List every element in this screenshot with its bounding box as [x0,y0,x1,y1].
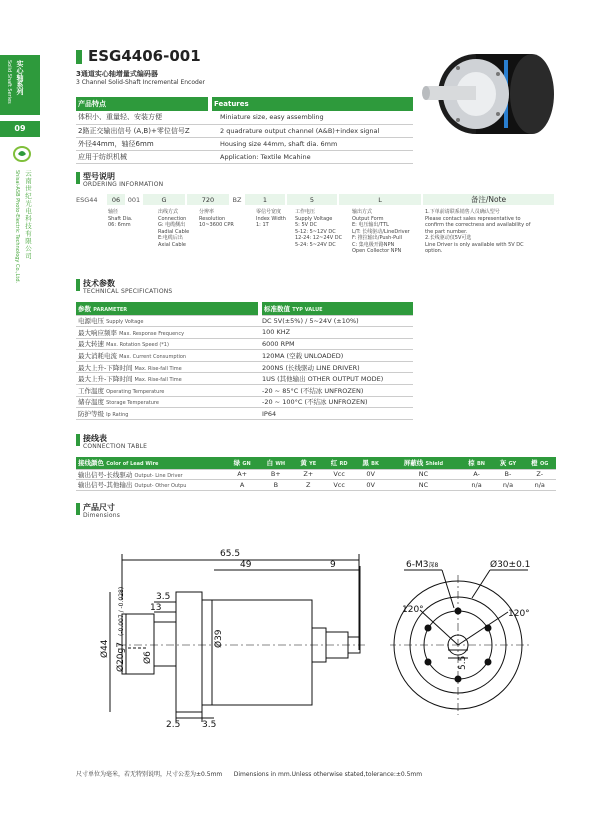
dim-phi44: Ø44 [100,639,110,658]
table-row: 最大消耗电流 Max. Current Consumption 120MA (空载 UNLOADED) [76,350,413,362]
connection-title-cn: 接线表 [83,434,107,443]
title-en: 3 Channel Solid-Shaft Incremental Encoder [76,79,205,86]
side-series-label-en: Solid Shaft Series [6,60,12,104]
company-logo-icon [13,146,31,162]
features-table [76,97,413,164]
dim-phi39: Ø39 [214,629,224,648]
title-cn: 3通道实心轴增量式编码器 [76,70,158,78]
title-marker [76,50,82,64]
dimensions-title-en: Dimensions [83,512,121,519]
dim-3-5-top: 3.5 [156,592,171,602]
dim-angle-120-right: 120° [508,609,530,619]
dim-2-5: 2.5 [166,720,181,730]
table-row: 最大响应频率 Max. Response Frequency 100 KHZ [76,327,413,339]
features-header-cn: 产品特点 [76,97,210,111]
table-row: 应用于纺织机械 Application: Textile Mcahine [76,150,413,163]
table-row: 输出信号-其他输出 Output- Other Outpu A B Z Vcc 0V NC n/a n/a n/a [76,480,556,491]
specs-title-en: TECHNICAL SPECIFICATIONS [83,288,173,295]
table-row: 体积小、重量轻、安装方便 Miniature size, easy assembling [76,111,413,124]
connection-table: 接线颜色 Color of Lead Wire 绿 GN 白 WH 黄 YE 红 RD 黑 BK 屏蔽线 Shield 棕 BN 灰 GY 橙 OG 输出信号-长线驱动 Output- Line Driver A+ B+ Z+ Vcc 0V NC A- B- Z- 输出信号-其他输出 Output- Other Outpu A B Z Vcc 0V NC n/a n/a n/a [76,457,556,491]
ordering-title-en: ORDERING INFORMATION [83,181,164,188]
company-name-en: Shisai-ASB Photo-Electric Technology Co.,Ltd. [14,170,20,284]
dim-screws: 6-M3深8 [406,560,439,570]
dim-angle-120-left: 120° [402,605,424,615]
table-row: 最大转速 Max. Rotation Speed (*1) 6000 RPM [76,338,413,350]
ordering-title-cn: 型号说明 [83,172,115,181]
front-view-drawing [390,550,550,730]
dim-5-5: 5.5 [458,655,468,670]
table-row: 输出信号-长线驱动 Output- Line Driver A+ B+ Z+ Vcc 0V NC A- B- Z- [76,469,556,480]
dimensions-marker [76,503,80,515]
ordering-index-col: 零信号宽度 Index Width 1: 1T [256,209,286,228]
table-row: 电源电压 Supply Voltage DC 5V(±5%) / 5~24V (±10%) [76,315,413,327]
ordering-marker [76,172,80,184]
dimensions-title-cn: 产品尺寸 [83,503,115,512]
dim-phi30: Ø30±0.1 [490,560,531,570]
table-row: 2路正交输出信号 (A,B)+零位信号Z 2 quadrature output channel (A&B)+index signal [76,124,413,137]
specs-table: 参数 PARAMETER 标准数值 TYP VALUE 电源电压 Supply Voltage DC 5V(±5%) / 5~24V (±10%) 最大响应频率 Max. Response Frequency 100 KHZ 最大转速 Max. Rotation Speed (*1) 6000 RPM 最大消耗电流 Max. Current Consumption 120MA (空载 UNLOADED) 最大上升-下降时间 Max. Rise-fall Time 200NS (长线驱动 LINE DRIVER) 最大上升-下降时间 Max. Rise-fall Time 1US (其他输出 OTHER OUTPUT MODE) 工作温度 Operating Temperature -20 ~ 85°C (不结冰 UNFROZEN) 储存温度 Storage Temperature -20 ~ 100°C (不结冰 UNFROZEN) 防护等级 Ip Rating IP64 [76,302,413,420]
page-number-badge: 09 [0,121,40,137]
ordering-output-col: 输出方式 Output Form E: 电压输出/TTL L/T: 长线驱动/LineDriver F: 推拉输出/Push-Pull C: 集电极开路NPN Open Collector NPN [352,209,410,254]
table-row: 最大上升-下降时间 Max. Rise-fall Time 200NS (长线驱动 LINE DRIVER) [76,361,413,373]
connection-title-en: CONNECTION TABLE [83,443,148,450]
model-title: ESG4406-001 [88,47,201,65]
ordering-voltage-col: 工作电压 Supply Voltage 5: 5V DC 5-12: 5~12V DC 12-24: 12~24V DC 5-24: 5~24V DC [295,209,343,248]
footer-note: 尺寸单位为毫米，若无特别说明，尺寸公差为±0.5mm Dimensions in mm.Unless otherwise stated,tolerance:±0.5mm [76,771,423,778]
dim-3-5-bottom: 3.5 [202,720,217,730]
dim-13: 13 [150,603,162,613]
ordering-connection-col: 出线方式 Connection G: 电缆侧出 Radial Cable E:电缆后出 Axial Cable [158,209,190,248]
table-row: 工作温度 Operating Temperature -20 ~ 85°C (不结冰 UNFROZEN) [76,385,413,397]
dim-phi20-tolerance: (-0.007 / -0.028) [118,586,125,636]
ordering-notes: 1.下单前请联系销售人员确认型号 Please contact sales representative to confirm the correctness and availability of the part number. 2.长线驱动仅5V可选 Line Driver is only available with 5V DC option. [425,209,531,254]
specs-marker [76,279,80,291]
dim-phi6: Ø6 [143,651,153,664]
side-series-label: 实心轴系列 [16,60,24,95]
table-row: 防护等级 Ip Rating IP64 [76,408,413,420]
dim-9: 9 [330,560,336,570]
table-row: 外径44mm，轴径6mm Housing size 44mm, shaft dia. 6mm [76,137,413,150]
connection-marker [76,434,80,446]
dim-phi20: Ø20g7 [116,642,126,672]
ordering-code: ESG44 06 001 G 720 BZ 1 5 L 备注/Note [76,194,556,205]
ordering-shaft-col: 轴径 Shaft Dia. 06: 6mm [108,209,133,228]
ordering-resolution-col: 分辨率 Resolution 10~3600 CPR [199,209,234,228]
specs-title-cn: 技术参数 [83,279,115,288]
table-row: 储存温度 Storage Temperature -20 ~ 100°C (不结冰 UNFROZEN) [76,396,413,408]
company-name-cn: 云南世纪光电科技有限公司 [24,170,32,260]
dim-49: 49 [240,560,252,570]
encoder-product-image [418,44,558,136]
dim-65-5: 65.5 [220,549,241,559]
side-view-drawing [90,540,380,735]
table-row: 最大上升-下降时间 Max. Rise-fall Time 1US (其他输出 OTHER OUTPUT MODE) [76,373,413,385]
features-header-en: Features [210,97,413,111]
